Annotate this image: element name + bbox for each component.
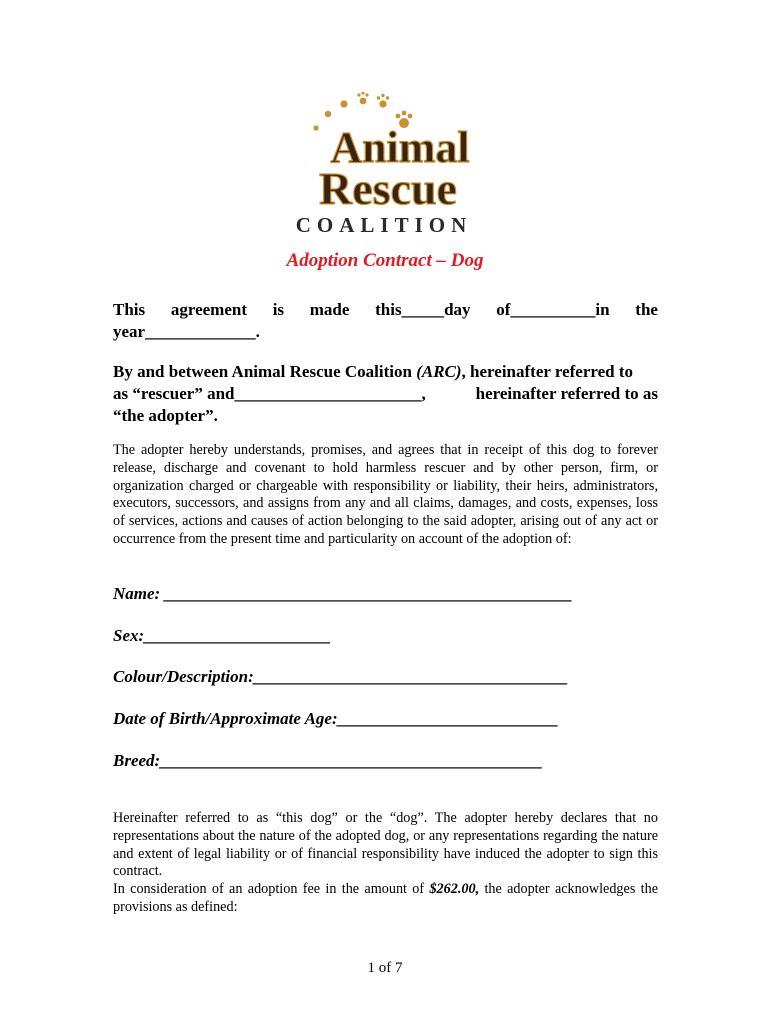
agreement-word: This: [113, 300, 146, 319]
fee-text: In consideration of an adoption fee in the amount of: [113, 881, 430, 898]
logo-line-1: Animal: [330, 123, 470, 172]
declaration-paragraph: [113, 810, 658, 917]
colour-description-field[interactable]: Colour/Description:_____________________________________: [113, 667, 569, 686]
sex-field[interactable]: Sex:______________________: [113, 626, 332, 645]
date-of-birth-field[interactable]: Date of Birth/Approximate Age:__________________________: [113, 709, 559, 728]
organization-logo: [280, 92, 490, 240]
declaration-text: Hereinafter referred to as “this dog” or the “dog”. The adopter hereby declares that no representations about the nature of the adopted dog, or any representations regarding the nature and extent of legal liability or of financial responsibility have induced the adopter to sign this contract.: [113, 810, 658, 880]
agreement-word: the: [635, 300, 658, 319]
fee-amount: $262.00,: [429, 881, 480, 898]
parties-text: By and between Animal Rescue Coalition: [113, 362, 417, 381]
month-blank[interactable]: of__________in: [496, 300, 610, 319]
release-paragraph: The adopter hereby understands, promises, and agrees that in receipt of this dog to forever release, discharge and covenant to hold harmless rescuer and by other person, firm, or organization charged or chargeable with responsibility or liability, their heirs, administrators, executors, successors, and assigns from any and all claims, damages, and costs, expenses, loss of services, actions and causes of action belonging to the said adopter, arising out of any act or occurrence from the present time and particularity on account of the adoption of:: [113, 442, 658, 547]
year-blank[interactable]: year_____________.: [113, 322, 260, 341]
document-title: Adoption Contract – Dog: [286, 250, 484, 271]
agreement-line-1: [113, 299, 658, 321]
page-number: 1 of 7: [367, 960, 403, 976]
agreement-word: is: [272, 300, 285, 319]
fee-sentence: [113, 881, 658, 917]
fee-text: the adopter acknowledges the provisions as defined:: [113, 881, 658, 915]
parties-text: hereinafter referred to as: [475, 384, 658, 403]
parties-line-1: [113, 361, 658, 383]
logo-graphic: [280, 92, 490, 240]
adopter-name-blank[interactable]: as “rescuer” and______________________,: [113, 384, 426, 403]
agreement-word: made: [309, 300, 350, 319]
day-blank[interactable]: this_____day: [375, 300, 471, 319]
arc-abbreviation: (ARC): [416, 362, 462, 381]
agreement-word: agreement: [170, 300, 247, 319]
logo-line-2: Rescue: [319, 163, 457, 214]
breed-field[interactable]: Breed:_____________________________________________: [113, 751, 543, 770]
logo-line-3: COALITION: [295, 213, 473, 237]
parties-line-3: “the adopter”.: [113, 406, 218, 425]
parties-line-2: [113, 383, 658, 405]
name-field[interactable]: Name: ________________________________________________: [113, 584, 573, 603]
parties-text: , hereinafter referred to: [461, 362, 634, 381]
